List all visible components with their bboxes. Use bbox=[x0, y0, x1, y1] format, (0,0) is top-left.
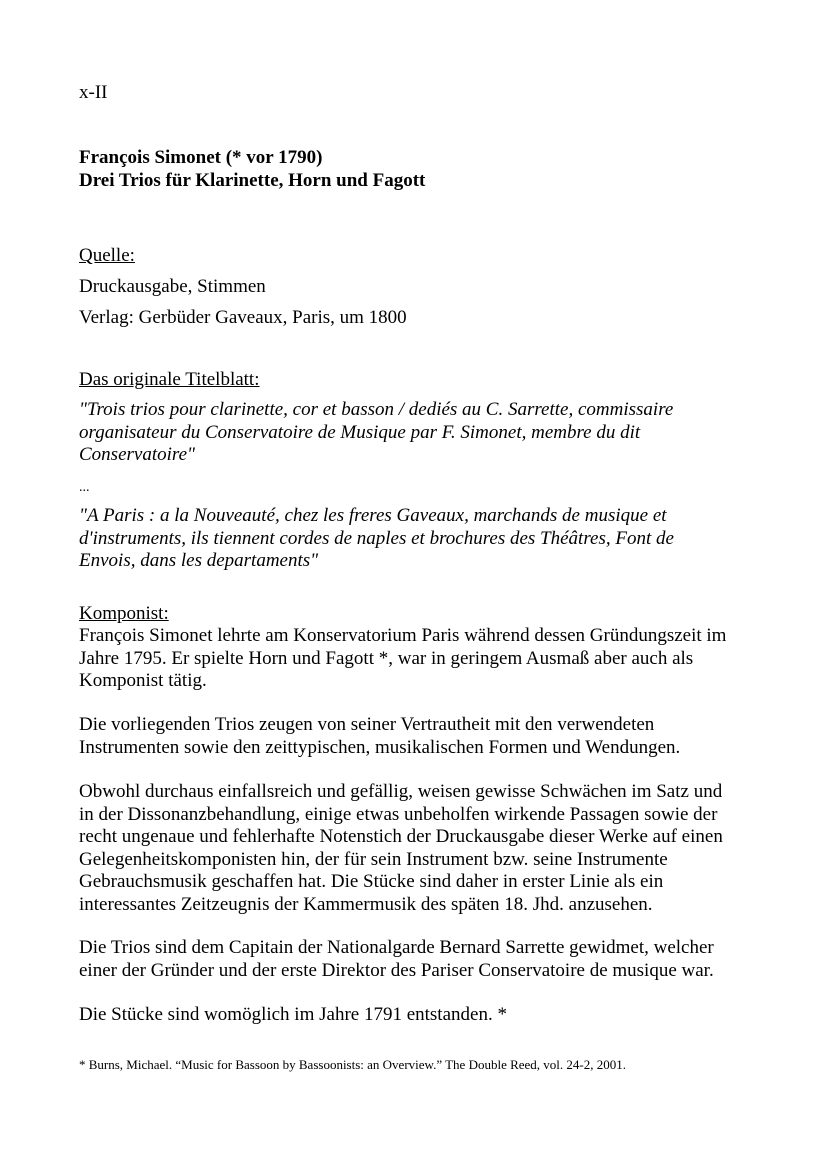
quote-line: Conservatoire" bbox=[79, 444, 195, 465]
text-line: Die Trios sind dem Capitain der Nationalgarde Bernard Sarrette gewidmet, welcher bbox=[79, 937, 714, 958]
work-title: Drei Trios für Klarinette, Horn und Fagott bbox=[79, 169, 426, 191]
composer-heading: Komponist: bbox=[79, 603, 169, 624]
text-line: Die Stücke sind womöglich im Jahre 1791 entstanden. * bbox=[79, 1004, 507, 1025]
text-line: in der Dissonanzbehandlung, einige etwas unbeholfen wirkende Passagen sowie der bbox=[79, 803, 718, 825]
text-line: Obwohl durchaus einfallsreich und gefällig, weisen gewisse Schwächen im Satz und bbox=[79, 781, 723, 802]
text-line: Komponist tätig. bbox=[79, 670, 207, 691]
title-block bbox=[79, 147, 759, 192]
text-line: François Simonet lehrte am Konservatorium Paris während dessen Gründungszeit im bbox=[79, 625, 727, 646]
ellipsis: ... bbox=[79, 480, 90, 495]
original-title-heading: Das originale Titelblatt: bbox=[79, 369, 260, 390]
composer-paragraph-5 bbox=[79, 1004, 759, 1027]
source-heading: Quelle: bbox=[79, 245, 135, 266]
composer-paragraph-1 bbox=[79, 625, 759, 693]
source-line-2: Verlag: Gerbüder Gaveaux, Paris, um 1800 bbox=[79, 307, 407, 328]
quote-line: Envois, dans les departaments" bbox=[79, 550, 319, 571]
original-title-quote-2 bbox=[79, 505, 759, 573]
original-title-quote-1 bbox=[79, 399, 759, 467]
text-line: recht ungenaue und fehlerhafte Notenstich der Druckausgabe dieser Werke auf einen bbox=[79, 826, 723, 847]
text-line: Gebrauchsmusik geschaffen hat. Die Stücke sind daher in erster Linie als ein bbox=[79, 871, 664, 892]
page-number: x-II bbox=[79, 82, 108, 103]
quote-line: d'instruments, ils tiennent cordes de naples et brochures des Théâtres, Font de bbox=[79, 527, 674, 549]
footnote: * Burns, Michael. “Music for Bassoon by Bassoonists: an Overview.” The Double Reed, vol. 24-2, 2001. bbox=[79, 1057, 627, 1072]
text-line: Gelegenheitskomponisten hin, der für sein Instrument bzw. seine Instrumente bbox=[79, 848, 668, 870]
text-line: Die vorliegenden Trios zeugen von seiner Vertrautheit mit den verwendeten bbox=[79, 714, 655, 735]
source-line-1: Druckausgabe, Stimmen bbox=[79, 276, 266, 297]
composer-paragraph-2 bbox=[79, 714, 759, 759]
composer-paragraph-3 bbox=[79, 781, 759, 916]
quote-line: "A Paris : a la Nouveauté, chez les freres Gaveaux, marchands de musique et bbox=[79, 505, 667, 526]
composer-title: François Simonet (* vor 1790) bbox=[79, 147, 323, 168]
text-line: einer der Gründer und der erste Direktor des Pariser Conservatoire de musique war. bbox=[79, 959, 714, 981]
quote-line: "Trois trios pour clarinette, cor et basson / dediés au C. Sarrette, commissaire bbox=[79, 399, 674, 420]
text-line: Instrumenten sowie den zeittypischen, musikalischen Formen und Wendungen. bbox=[79, 736, 681, 758]
composer-paragraph-4 bbox=[79, 937, 759, 982]
quote-line: organisateur du Conservatoire de Musique par F. Simonet, membre du dit bbox=[79, 421, 641, 443]
text-line: interessantes Zeitzeugnis der Kammermusik des späten 18. Jhd. anzusehen. bbox=[79, 893, 653, 915]
text-line: Jahre 1795. Er spielte Horn und Fagott *, war in geringem Ausmaß aber auch als bbox=[79, 647, 694, 669]
